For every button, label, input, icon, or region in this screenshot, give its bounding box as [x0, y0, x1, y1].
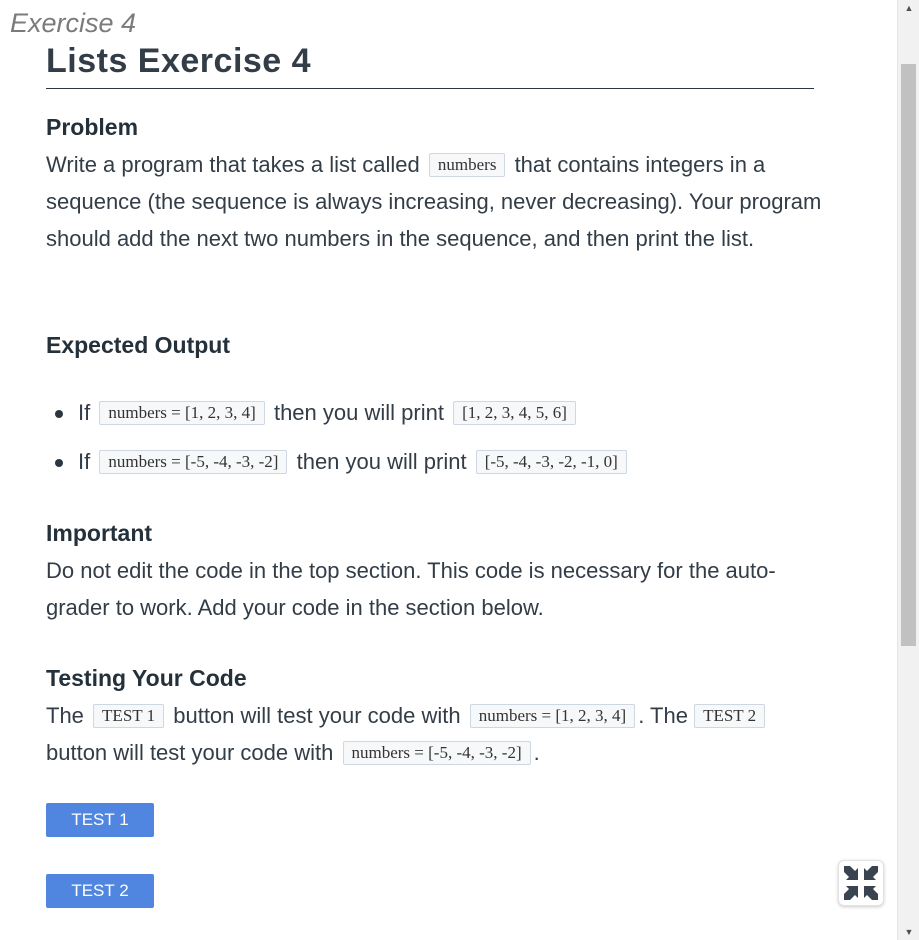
page-title: Lists Exercise 4 — [46, 42, 312, 80]
inline-code-test2: TEST 2 — [694, 704, 765, 728]
collapse-button[interactable] — [838, 860, 884, 906]
expected-output-section — [46, 330, 826, 486]
testing-text-2: button will test your code with — [173, 703, 461, 728]
if-word: If — [78, 400, 91, 425]
expected-output-heading: Expected Output — [46, 332, 231, 358]
test1-button[interactable]: TEST 1 — [46, 803, 154, 837]
testing-heading: Testing Your Code — [46, 665, 247, 691]
problem-text-2: that contains integers in a sequence (the sequence is always increasing, never decreasing). Your program should add the next two numbers in the sequence, and then print the list. — [46, 152, 822, 251]
list-item — [46, 388, 826, 437]
list-item — [46, 437, 826, 486]
inline-code-numbers: numbers — [429, 153, 506, 177]
testing-section — [46, 663, 826, 771]
scroll-down-icon[interactable]: ▼ — [904, 927, 914, 937]
important-section — [46, 518, 826, 626]
if-word: If — [78, 449, 91, 474]
collapse-icon — [842, 864, 880, 902]
scroll-up-icon[interactable]: ▲ — [904, 3, 914, 13]
inline-code-input: numbers = [1, 2, 3, 4] — [99, 401, 264, 425]
vertical-scrollbar[interactable] — [897, 0, 919, 940]
expected-output-list — [46, 388, 826, 486]
exercise-title: Exercise 4 — [10, 8, 137, 38]
then-text: then you will print — [296, 449, 467, 474]
problem-text-1: Write a program that takes a list called — [46, 152, 420, 177]
inline-code-input: numbers = [-5, -4, -3, -2] — [99, 450, 287, 474]
inline-code-test1: TEST 1 — [93, 704, 164, 728]
inline-code-numbers-1: numbers = [1, 2, 3, 4] — [470, 704, 635, 728]
important-heading: Important — [46, 520, 153, 546]
problem-text — [46, 146, 826, 257]
testing-text — [46, 697, 826, 771]
testing-text-1: The — [46, 703, 84, 728]
inline-code-output: [-5, -4, -3, -2, -1, 0] — [476, 450, 627, 474]
then-text: then you will print — [273, 400, 444, 425]
inline-code-output: [1, 2, 3, 4, 5, 6] — [453, 401, 576, 425]
problem-heading: Problem — [46, 114, 139, 140]
inline-code-numbers-2: numbers = [-5, -4, -3, -2] — [343, 741, 531, 765]
test2-button[interactable]: TEST 2 — [46, 874, 154, 908]
page-heading — [46, 36, 814, 89]
testing-text-5: . — [533, 740, 540, 765]
testing-text-4: button will test your code with — [46, 740, 334, 765]
problem-section — [46, 112, 826, 257]
scrollbar-thumb[interactable] — [901, 64, 916, 646]
testing-text-3: . The — [638, 703, 688, 728]
important-text: Do not edit the code in the top section. This code is necessary for the auto-grader to work. Add your code in the section below. — [46, 558, 776, 620]
